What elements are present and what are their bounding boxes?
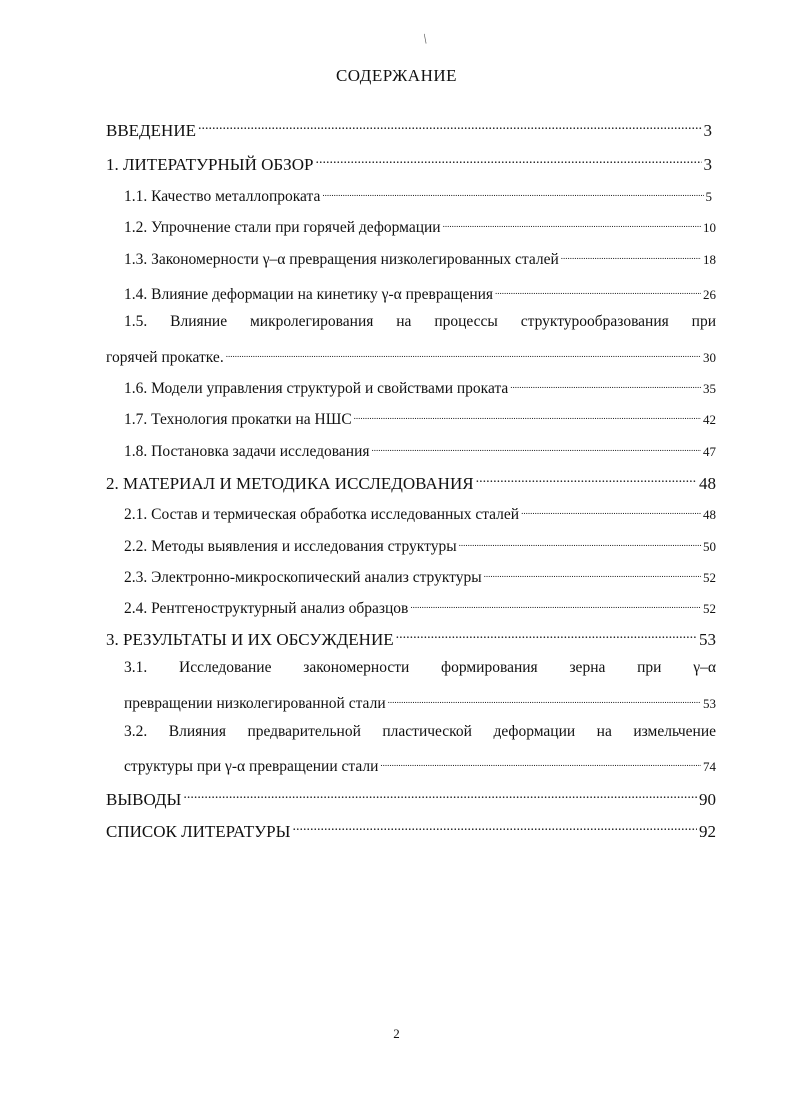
toc-page: 18 — [703, 252, 716, 268]
toc-word: формирования — [441, 659, 538, 676]
toc-entry-intro[interactable] — [106, 117, 712, 141]
toc-entry-1-7[interactable] — [124, 407, 716, 429]
toc-page: 10 — [703, 220, 716, 236]
dot-leader — [292, 818, 697, 837]
dot-leader — [459, 534, 701, 551]
toc-page: 26 — [703, 287, 716, 303]
dot-leader — [410, 596, 701, 613]
toc-entry-1-2[interactable] — [124, 215, 716, 237]
toc-entry-2-3[interactable] — [124, 565, 716, 587]
toc-label: ВВЕДЕНИЕ — [106, 120, 196, 140]
toc-entry-3-2-line1 — [124, 723, 716, 741]
toc-page: 48 — [699, 473, 716, 493]
toc-entry-1-4[interactable] — [124, 282, 716, 304]
dot-leader — [476, 470, 697, 489]
dot-leader — [372, 439, 701, 456]
dot-leader — [510, 376, 701, 393]
toc-label: 1.5. Влияние микролегирования на процессы структурообразования при — [124, 313, 716, 330]
toc-entry-1-5[interactable] — [106, 345, 716, 367]
toc-entry-chapter-1[interactable] — [106, 151, 712, 175]
toc-label: 1.2. Упрочнение стали при горячей деформации — [124, 219, 441, 237]
toc-page: 92 — [699, 821, 716, 841]
toc-label: 1.4. Влияние деформации на кинетику γ-α превращения — [124, 286, 494, 304]
toc-entry-2-2[interactable] — [124, 534, 716, 556]
toc-label: СПИСОК ЛИТЕРАТУРЫ — [106, 821, 291, 841]
toc-label: 1.6. Модели управления структурой и свойствами проката — [124, 380, 509, 398]
toc-label: 1.8. Постановка задачи исследования — [124, 443, 370, 461]
toc-word: 3.1. — [124, 659, 148, 676]
toc-page: 42 — [703, 412, 716, 428]
toc-entry-3-1[interactable] — [124, 691, 716, 713]
toc-word: зерна — [569, 659, 606, 676]
toc-entry-3-2[interactable] — [124, 754, 716, 776]
toc-entry-conclusions[interactable] — [106, 786, 716, 810]
dot-leader — [443, 215, 701, 232]
dot-leader — [521, 502, 701, 519]
toc-label-continued: структуры при γ-α превращении стали — [124, 758, 379, 776]
toc-label: 3.2. Влияния предварительной пластической деформации на измельчение — [124, 723, 716, 740]
toc-entry-2-4[interactable] — [124, 596, 716, 618]
toc-entry-1-1[interactable] — [124, 184, 712, 206]
dot-leader — [183, 786, 697, 805]
toc-page: 48 — [703, 507, 716, 523]
dot-leader — [354, 407, 701, 424]
toc-entry-2-1[interactable] — [124, 502, 716, 524]
toc-label: 1. ЛИТЕРАТУРНЫЙ ОБЗОР — [106, 154, 314, 174]
toc-word: при — [637, 659, 662, 676]
toc-entry-chapter-2[interactable] — [106, 470, 716, 494]
toc-label: ВЫВОДЫ — [106, 789, 182, 809]
dot-leader — [322, 184, 703, 201]
toc-label: 2.2. Методы выявления и исследования структуры — [124, 538, 457, 556]
toc-page: 30 — [703, 350, 716, 366]
dot-leader — [226, 345, 701, 362]
toc-page: 50 — [703, 539, 716, 555]
toc-page: 74 — [703, 759, 716, 775]
toc-label: 1.1. Качество металлопроката — [124, 188, 321, 206]
toc-page: 52 — [703, 601, 716, 617]
toc-word: γ–α — [693, 659, 716, 676]
toc-page: 35 — [703, 381, 716, 397]
toc-entry-1-6[interactable] — [124, 376, 716, 398]
toc-page: 52 — [703, 570, 716, 586]
dot-leader — [495, 282, 701, 299]
toc-entry-1-5-line1 — [124, 313, 716, 331]
toc-entry-3-1-line1 — [124, 659, 716, 677]
page-number: 2 — [393, 1026, 400, 1041]
toc-page: 3 — [703, 154, 712, 174]
dot-leader — [396, 626, 697, 645]
toc-entry-1-8[interactable] — [124, 439, 716, 461]
toc-page: 53 — [699, 629, 716, 649]
toc-label: 2.4. Рентгеноструктурный анализ образцов — [124, 600, 409, 618]
toc-label-continued: превращении низколегированной стали — [124, 695, 386, 713]
dot-leader — [561, 247, 701, 264]
dot-leader — [198, 117, 702, 136]
dot-leader — [388, 691, 701, 708]
toc-label: 3. РЕЗУЛЬТАТЫ И ИХ ОБСУЖДЕНИЕ — [106, 629, 394, 649]
toc-label: 1.3. Закономерности γ–α превращения низколегированных сталей — [124, 251, 559, 269]
toc-label: 2.3. Электронно-микроскопический анализ структуры — [124, 569, 482, 587]
toc-entry-1-3[interactable] — [124, 247, 716, 269]
toc-label-continued: горячей прокатке. — [106, 349, 224, 367]
toc-entry-references[interactable] — [106, 818, 716, 842]
toc-page: 90 — [699, 789, 716, 809]
toc-page: 5 — [705, 189, 712, 205]
dot-leader — [484, 565, 701, 582]
toc-label: 2. МАТЕРИАЛ И МЕТОДИКА ИССЛЕДОВАНИЯ — [106, 473, 474, 493]
dot-leader — [380, 754, 701, 771]
scan-mark: / — [420, 32, 432, 48]
toc-label: 2.1. Состав и термическая обработка исследованных сталей — [124, 506, 520, 524]
dot-leader — [315, 151, 701, 170]
toc-entry-chapter-3[interactable] — [106, 626, 716, 650]
toc-word: закономерности — [303, 659, 410, 676]
toc-page: 3 — [703, 120, 712, 140]
page-title: СОДЕРЖАНИЕ — [335, 66, 458, 85]
toc-label: 1.7. Технология прокатки на НШС — [124, 411, 352, 429]
toc-word: Исследование — [179, 659, 272, 676]
toc-page: 53 — [703, 696, 716, 712]
toc-page: 47 — [703, 444, 716, 460]
